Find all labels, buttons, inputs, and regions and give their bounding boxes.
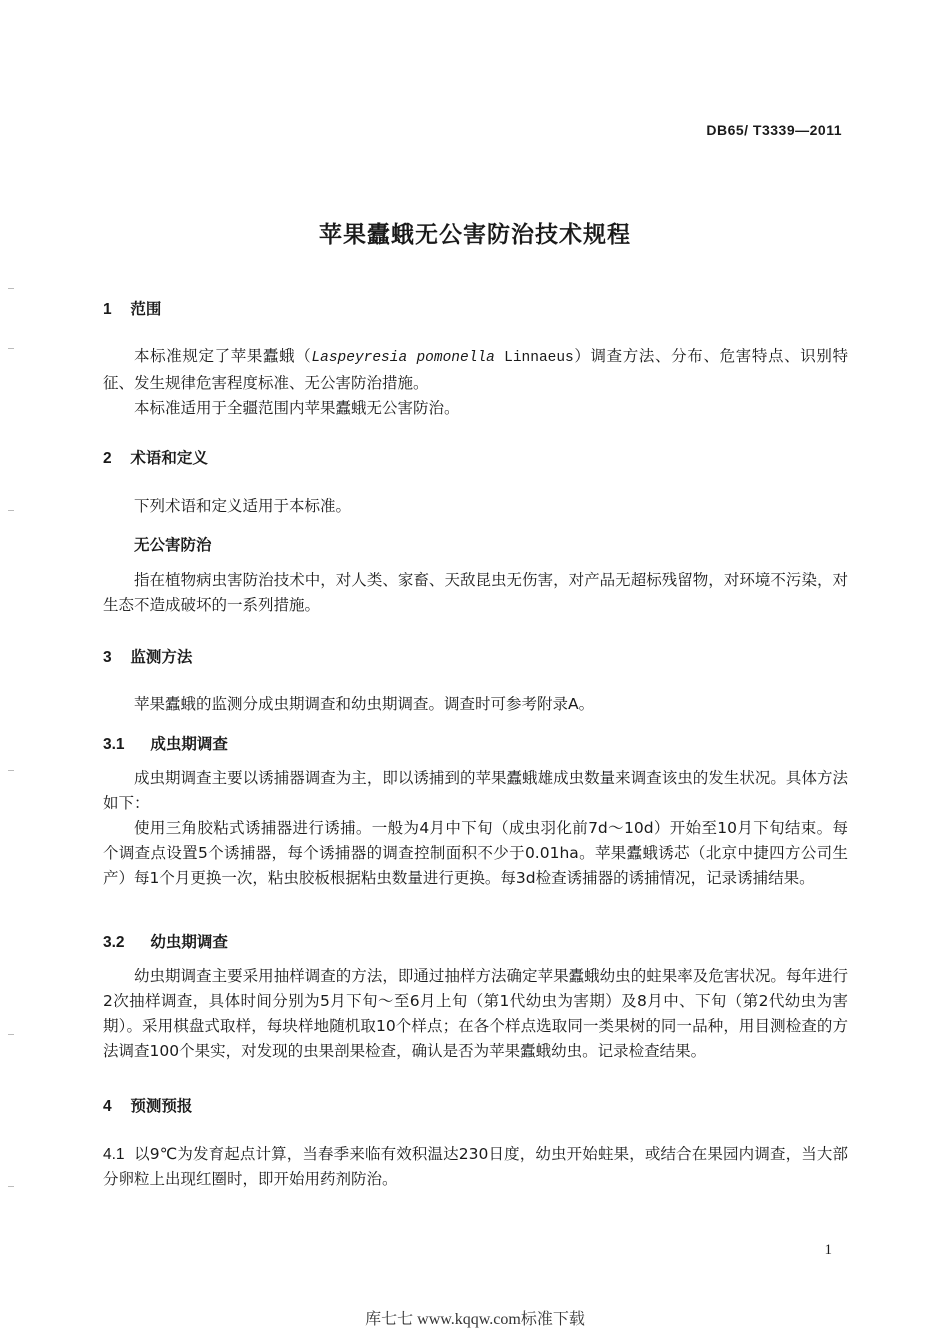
text-run: 本标准规定了苹果蠹蛾（ <box>134 347 312 365</box>
text-run: ）调查方法、分布、危害特点、识别特征、发生规律危害程度标准、无公害防治措施。 <box>103 347 848 392</box>
section-number: 3.2 <box>103 934 125 951</box>
section-number: 3 <box>103 649 112 666</box>
section-3-1-body <box>103 766 848 891</box>
section-1-heading <box>103 297 848 322</box>
section-2-intro <box>103 494 848 519</box>
clause-4-1 <box>103 1142 848 1192</box>
paragraph <box>103 344 848 396</box>
paragraph: 本标准适用于全疆范围内苹果蠹蛾无公害防治。 <box>134 399 460 417</box>
section-3-intro <box>103 692 848 717</box>
section-title: 预测预报 <box>130 1097 193 1115</box>
section-number: 2 <box>103 450 112 467</box>
latin-name-author: Linnaeus <box>494 350 574 366</box>
section-number: 1 <box>103 301 112 318</box>
section-title: 成虫期调查 <box>150 735 228 753</box>
paragraph: 使用三角胶粘式诱捕器进行诱捕。一般为4月中下旬（成虫羽化前7d～10d）开始至10月下旬结束。每个调查点设置5个诱捕器，每个诱捕器的调查控制面积不少于0.01ha。苹果蠹蛾诱芯（北京中捷四方公司生产）每1个月更换一次，粘虫胶板根据粘虫数量进行更换。每3d检查诱捕器的诱捕情况，记录诱捕结果。 <box>103 819 848 887</box>
scan-mark <box>8 288 14 289</box>
section-title: 幼虫期调查 <box>150 933 228 951</box>
section-number: 3.1 <box>103 736 125 753</box>
latin-name-italic: Laspeyresia pomonella <box>311 350 495 366</box>
section-number: 4 <box>103 1098 112 1115</box>
section-3-1-heading <box>103 732 848 757</box>
term-title: 无公害防治 <box>134 536 212 554</box>
clause-number: 4.1 <box>103 1146 125 1163</box>
section-3-heading <box>103 645 848 670</box>
section-4-heading <box>103 1094 848 1119</box>
clause-text: 以9℃为发育起点计算，当春季来临有效积温达230日度，幼虫开始蛀果，或结合在果园内调查，当大部分卵粒上出现红圈时，即开始用药剂防治。 <box>103 1145 848 1188</box>
paragraph: 指在植物病虫害防治技术中，对人类、家畜、天敌昆虫无伤害，对产品无超标残留物，对环境不污染，对生态不造成破坏的一系列措施。 <box>103 571 848 614</box>
term-heading <box>103 533 848 558</box>
scan-mark <box>8 1186 14 1187</box>
section-3-2-body <box>103 964 848 1064</box>
footer-watermark: 库七七 www.kqqw.com标准下载 <box>365 1311 585 1328</box>
section-3-2-heading <box>103 930 848 955</box>
paragraph: 下列术语和定义适用于本标准。 <box>134 497 352 515</box>
paragraph: 苹果蠹蛾的监测分成虫期调查和幼虫期调查。调查时可参考附录A。 <box>134 695 595 713</box>
scan-mark <box>8 510 14 511</box>
paragraph: 成虫期调查主要以诱捕器调查为主，即以诱捕到的苹果蠹蛾雄成虫数量来调查该虫的发生状况。具体方法如下： <box>103 769 848 812</box>
scan-mark <box>8 770 14 771</box>
section-title: 监测方法 <box>130 648 193 666</box>
standard-code: DB65/ T3339—2011 <box>706 122 842 138</box>
scan-mark <box>8 1034 14 1035</box>
paragraph: 幼虫期调查主要采用抽样调查的方法，即通过抽样方法确定苹果蠹蛾幼虫的蛀果率及危害状况。每年进行2次抽样调查，具体时间分别为5月下旬～至6月上旬（第1代幼虫为害期）及8月中、下旬（第2代幼虫为害期）。采用棋盘式取样，每块样地随机取10个样点；在各个样点选取同一类果树的同一品种，用目测检查的方法调查100个果实，对发现的虫果剖果检查，确认是否为苹果蠹蛾幼虫。记录检查结果。 <box>103 967 848 1060</box>
section-title: 范围 <box>130 300 162 318</box>
section-2-heading <box>103 446 848 471</box>
page-number: 1 <box>824 1242 832 1258</box>
page-title: 苹果蠹蛾无公害防治技术规程 <box>319 222 631 248</box>
scan-mark <box>8 348 14 349</box>
section-4-1-body <box>103 1142 848 1192</box>
section-1-body <box>103 344 848 421</box>
section-title: 术语和定义 <box>130 449 208 467</box>
term-definition <box>103 568 848 618</box>
